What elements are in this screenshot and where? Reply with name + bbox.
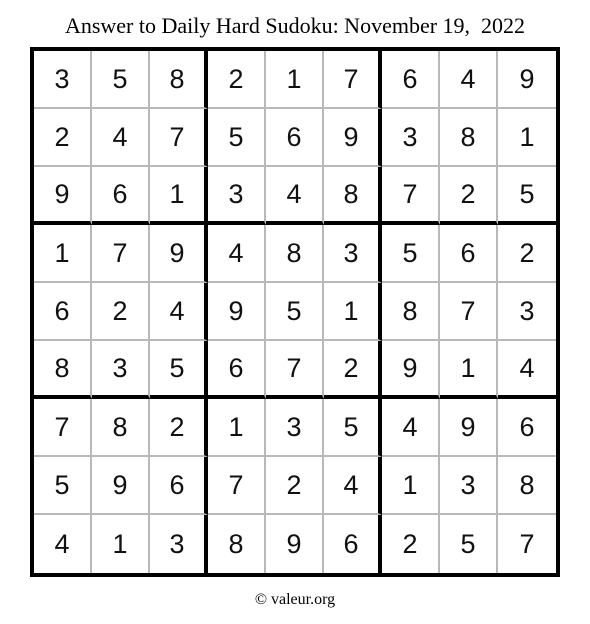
sudoku-cell-r5c3[interactable]: 4 xyxy=(150,283,208,341)
sudoku-cell-r6c2[interactable]: 3 xyxy=(92,341,150,399)
page-title: Answer to Daily Hard Sudoku: November 19, 2022 xyxy=(64,13,526,38)
sudoku-cell-r8c5[interactable]: 2 xyxy=(266,457,324,515)
sudoku-cell-r2c1[interactable]: 2 xyxy=(34,109,92,167)
sudoku-cell-r1c1[interactable]: 3 xyxy=(34,51,92,109)
sudoku-cell-r3c2[interactable]: 6 xyxy=(92,167,150,225)
sudoku-cell-r1c7[interactable]: 6 xyxy=(382,51,440,109)
sudoku-cell-r6c4[interactable]: 6 xyxy=(208,341,266,399)
sudoku-cell-r2c9[interactable]: 1 xyxy=(498,109,556,167)
sudoku-cell-r4c7[interactable]: 5 xyxy=(382,225,440,283)
sudoku-cell-r2c2[interactable]: 4 xyxy=(92,109,150,167)
sudoku-cell-r6c7[interactable]: 9 xyxy=(382,341,440,399)
sudoku-cell-r8c7[interactable]: 1 xyxy=(382,457,440,515)
sudoku-cell-r6c9[interactable]: 4 xyxy=(498,341,556,399)
sudoku-cell-r5c2[interactable]: 2 xyxy=(92,283,150,341)
sudoku-cell-r9c5[interactable]: 9 xyxy=(266,515,324,573)
sudoku-cell-r4c2[interactable]: 7 xyxy=(92,225,150,283)
sudoku-cell-r7c5[interactable]: 3 xyxy=(266,399,324,457)
sudoku-cell-r5c6[interactable]: 1 xyxy=(324,283,382,341)
sudoku-cell-r9c4[interactable]: 8 xyxy=(208,515,266,573)
sudoku-cell-r8c4[interactable]: 7 xyxy=(208,457,266,515)
sudoku-cell-r7c7[interactable]: 4 xyxy=(382,399,440,457)
sudoku-cell-r4c6[interactable]: 3 xyxy=(324,225,382,283)
sudoku-cell-r2c4[interactable]: 5 xyxy=(208,109,266,167)
sudoku-cell-r9c6[interactable]: 6 xyxy=(324,515,382,573)
sudoku-cell-r3c9[interactable]: 5 xyxy=(498,167,556,225)
sudoku-cell-r8c3[interactable]: 6 xyxy=(150,457,208,515)
sudoku-cell-r1c3[interactable]: 8 xyxy=(150,51,208,109)
sudoku-cell-r4c8[interactable]: 6 xyxy=(440,225,498,283)
sudoku-cell-r7c1[interactable]: 7 xyxy=(34,399,92,457)
sudoku-cell-r2c7[interactable]: 3 xyxy=(382,109,440,167)
sudoku-cell-r2c8[interactable]: 8 xyxy=(440,109,498,167)
sudoku-cell-r2c6[interactable]: 9 xyxy=(324,109,382,167)
sudoku-cell-r8c2[interactable]: 9 xyxy=(92,457,150,515)
sudoku-cell-r6c3[interactable]: 5 xyxy=(150,341,208,399)
sudoku-cell-r4c5[interactable]: 8 xyxy=(266,225,324,283)
sudoku-cell-r9c1[interactable]: 4 xyxy=(34,515,92,573)
sudoku-cell-r4c4[interactable]: 4 xyxy=(208,225,266,283)
sudoku-cell-r5c7[interactable]: 8 xyxy=(382,283,440,341)
sudoku-cell-r9c8[interactable]: 5 xyxy=(440,515,498,573)
sudoku-cell-r7c4[interactable]: 1 xyxy=(208,399,266,457)
sudoku-cell-r3c3[interactable]: 1 xyxy=(150,167,208,225)
sudoku-cell-r1c8[interactable]: 4 xyxy=(440,51,498,109)
sudoku-cell-r5c1[interactable]: 6 xyxy=(34,283,92,341)
sudoku-cell-r6c1[interactable]: 8 xyxy=(34,341,92,399)
sudoku-cell-r5c8[interactable]: 7 xyxy=(440,283,498,341)
sudoku-cell-r3c4[interactable]: 3 xyxy=(208,167,266,225)
sudoku-cell-r8c8[interactable]: 3 xyxy=(440,457,498,515)
sudoku-cell-r3c6[interactable]: 8 xyxy=(324,167,382,225)
sudoku-cell-r4c1[interactable]: 1 xyxy=(34,225,92,283)
sudoku-cell-r2c3[interactable]: 7 xyxy=(150,109,208,167)
sudoku-cell-r2c5[interactable]: 6 xyxy=(266,109,324,167)
sudoku-cell-r3c8[interactable]: 2 xyxy=(440,167,498,225)
sudoku-cell-r8c6[interactable]: 4 xyxy=(324,457,382,515)
sudoku-grid xyxy=(30,47,560,577)
sudoku-cell-r3c1[interactable]: 9 xyxy=(34,167,92,225)
sudoku-cell-r5c5[interactable]: 5 xyxy=(266,283,324,341)
sudoku-cell-r1c5[interactable]: 1 xyxy=(266,51,324,109)
sudoku-cell-r7c9[interactable]: 6 xyxy=(498,399,556,457)
sudoku-cell-r4c3[interactable]: 9 xyxy=(150,225,208,283)
sudoku-cell-r7c6[interactable]: 5 xyxy=(324,399,382,457)
sudoku-cell-r9c9[interactable]: 7 xyxy=(519,528,535,559)
sudoku-cell-r6c8[interactable]: 1 xyxy=(440,341,498,399)
sudoku-cell-r1c4[interactable]: 2 xyxy=(208,51,266,109)
sudoku-cell-r3c7[interactable]: 7 xyxy=(382,167,440,225)
sudoku-cell-r7c3[interactable]: 2 xyxy=(150,399,208,457)
sudoku-cell-r9c3[interactable]: 3 xyxy=(150,515,208,573)
sudoku-cell-r7c8[interactable]: 9 xyxy=(440,399,498,457)
sudoku-cell-r7c2[interactable]: 8 xyxy=(92,399,150,457)
sudoku-cell-r1c9[interactable]: 9 xyxy=(498,51,556,109)
sudoku-cell-r8c1[interactable]: 5 xyxy=(34,457,92,515)
sudoku-cell-r1c6[interactable]: 7 xyxy=(324,51,382,109)
sudoku-cell-r8c9[interactable]: 8 xyxy=(498,457,556,515)
sudoku-cell-r3c5[interactable]: 4 xyxy=(266,167,324,225)
sudoku-cell-r4c9[interactable]: 2 xyxy=(498,225,556,283)
sudoku-cell-r6c5[interactable]: 7 xyxy=(266,341,324,399)
sudoku-cell-r9c7[interactable]: 2 xyxy=(382,515,440,573)
sudoku-cell-r5c9[interactable]: 3 xyxy=(498,283,556,341)
copyright-footer: © valeur.org xyxy=(254,591,336,608)
sudoku-cell-r6c6[interactable]: 2 xyxy=(324,341,382,399)
sudoku-cell-r9c2[interactable]: 1 xyxy=(92,515,150,573)
sudoku-cell-r5c4[interactable]: 9 xyxy=(208,283,266,341)
sudoku-cell-r1c2[interactable]: 5 xyxy=(92,51,150,109)
